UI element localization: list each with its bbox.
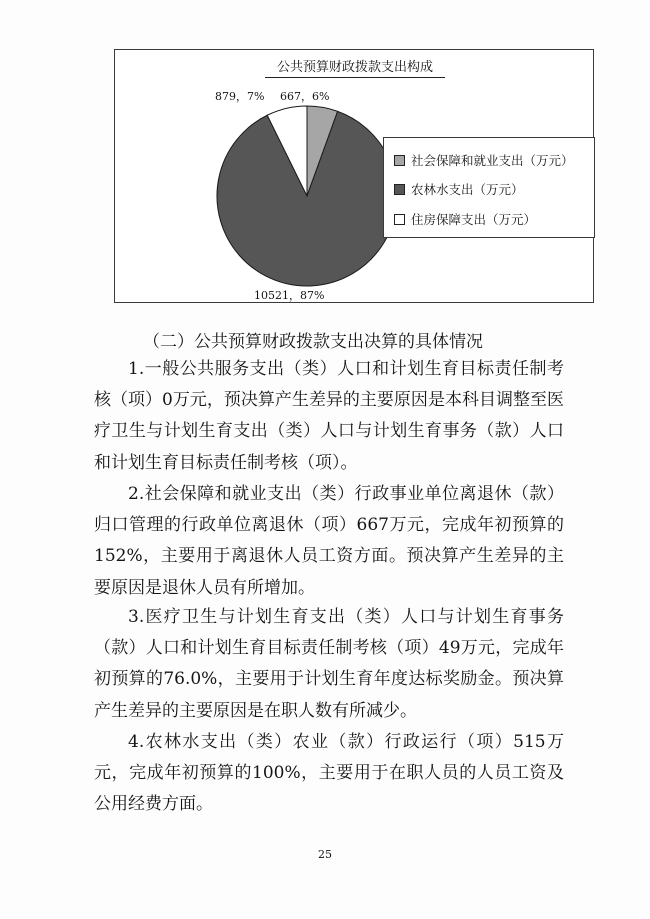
chart-legend	[383, 137, 595, 238]
pie-chart	[114, 49, 594, 303]
legend-item-agriculture	[394, 180, 524, 198]
paragraph-3: 3.医疗卫生与计划生育支出（类）人口与计划生育事务（款）人口和计划生育目标责任制考核（项）49万元，完成年初预算的76.0%，主要用于计划生育年度达标奖励金。预决算产生差异的主要原因是在职人数有所减少。	[94, 607, 564, 721]
legend-item-housing	[394, 210, 536, 228]
legend-label: 社会保障和就业支出（万元）	[411, 153, 574, 168]
chart-title: 公共预算财政拨款支出构成	[265, 56, 445, 78]
legend-swatch-housing	[394, 214, 405, 225]
slice-label-social-security: 667，6%	[280, 90, 330, 103]
legend-swatch-agriculture	[394, 184, 405, 195]
legend-label: 住房保障支出（万元）	[411, 212, 537, 227]
section-heading: （二）公共预算财政拨款支出决算的具体情况	[143, 332, 483, 352]
page-number: 25	[318, 848, 332, 861]
slice-label-housing: 879，7%	[215, 90, 265, 103]
slice-label-agriculture: 10521，87%	[254, 289, 325, 302]
paragraph-4: 4.农林水支出（类）农业（款）行政运行（项）515万元，完成年初预算的100%，主要用于在职人员的人员工资及公用经费方面。	[94, 732, 564, 815]
legend-item-social-security	[394, 151, 574, 169]
legend-swatch-social-security	[394, 155, 405, 166]
legend-label: 农林水支出（万元）	[411, 182, 524, 197]
paragraph-2: 2.社会保障和就业支出（类）行政事业单位离退休（款）归口管理的行政单位离退休（项）667万元，完成年初预算的152%，主要用于离退休人员工资方面。预决算产生差异的主要原因是退休人员有所增加。	[94, 484, 564, 598]
paragraph-1: 1.一般公共服务支出（类）人口和计划生育目标责任制考核（项）0万元，预决算产生差异的主要原因是本科目调整至医疗卫生与计划生育支出（类）人口与计划生育事务（款）人口和计划生育目标责任制考核（项）。	[94, 359, 564, 473]
